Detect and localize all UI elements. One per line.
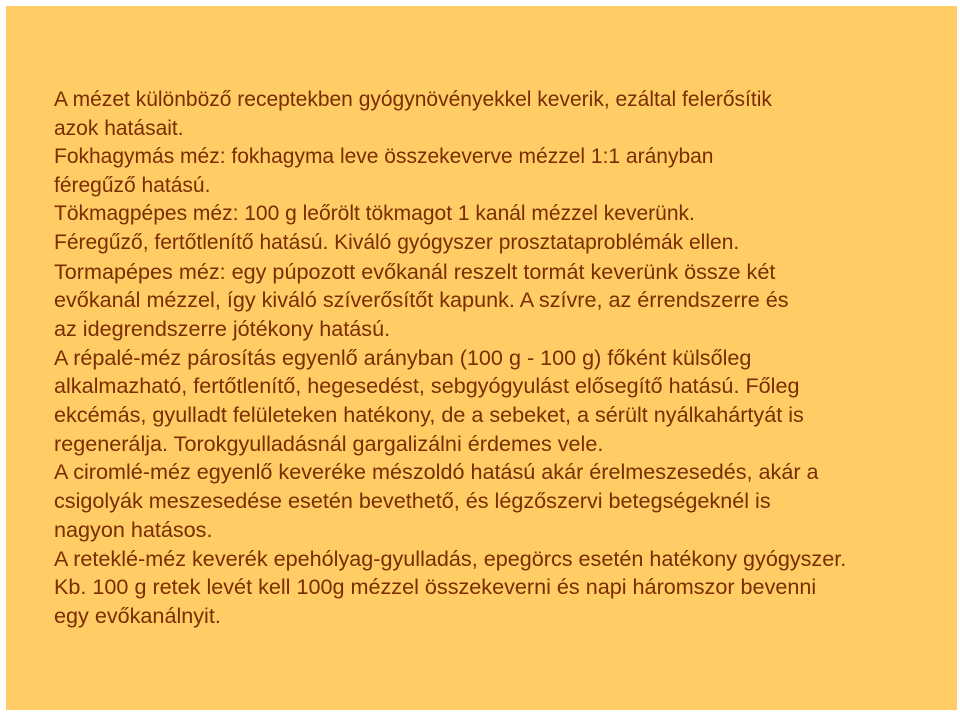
slide-background — [6, 6, 957, 710]
text-line: féregűző hatású. — [54, 173, 211, 197]
text-line: az idegrendszerre jótékony hatású. — [54, 315, 391, 341]
text-line: alkalmazható, fertőtlenítő, hegesedést, sebgyógyulást elősegítő hatású. Főleg — [54, 373, 800, 399]
text-line: A ciromlé-méz egyenlő keveréke mészoldó hatású akár érelmeszesedés, akár a — [54, 459, 819, 485]
text-line: A reteklé-méz keverék epehólyag-gyulladás, epegörcs esetén hatékony gyógyszer. — [54, 545, 847, 571]
text-line: A répalé-méz párosítás egyenlő arányban (100 g - 100 g) főként külsőleg — [54, 344, 752, 370]
text-line: azok hatásait. — [54, 116, 184, 140]
text-line: Féregűző, fertőtlenítő hatású. Kiváló gyógyszer prosztataproblémák ellen. — [54, 230, 740, 254]
text-line: Kb. 100 g retek levét kell 100g mézzel összekeverni és napi háromszor bevenni — [54, 574, 817, 600]
text-line: regenerálja. Torokgyulladásnál gargalizálni érdemes vele. — [54, 430, 604, 456]
text-line: A mézet különböző receptekben gyógynövényekkel keverik, ezáltal felerősítik — [54, 88, 772, 111]
text-line: evőkanál mézzel, így kiváló szíverősítőt kapunk. A szívre, az érrendszerre és — [54, 287, 789, 313]
slide-text-body — [54, 86, 944, 631]
text-line: Fokhagymás méz: fokhagyma leve összekeverve mézzel 1:1 arányban — [54, 145, 714, 169]
text-line: csigolyák meszesedése esetén bevethető, és légzőszervi betegségeknél is — [54, 488, 771, 514]
text-line: Tormapépes méz: egy púpozott evőkanál reszelt tormát keverünk össze két — [54, 258, 776, 284]
text-line: nagyon hatásos. — [54, 516, 213, 542]
text-line: Tökmagpépes méz: 100 g leőrölt tökmagot 1 kanál mézzel keverünk. — [54, 202, 695, 226]
text-line: egy evőkanálnyit. — [54, 603, 221, 628]
text-line: ekcémás, gyulladt felületeken hatékony, de a sebeket, a sérült nyálkahártyát is — [54, 402, 804, 428]
